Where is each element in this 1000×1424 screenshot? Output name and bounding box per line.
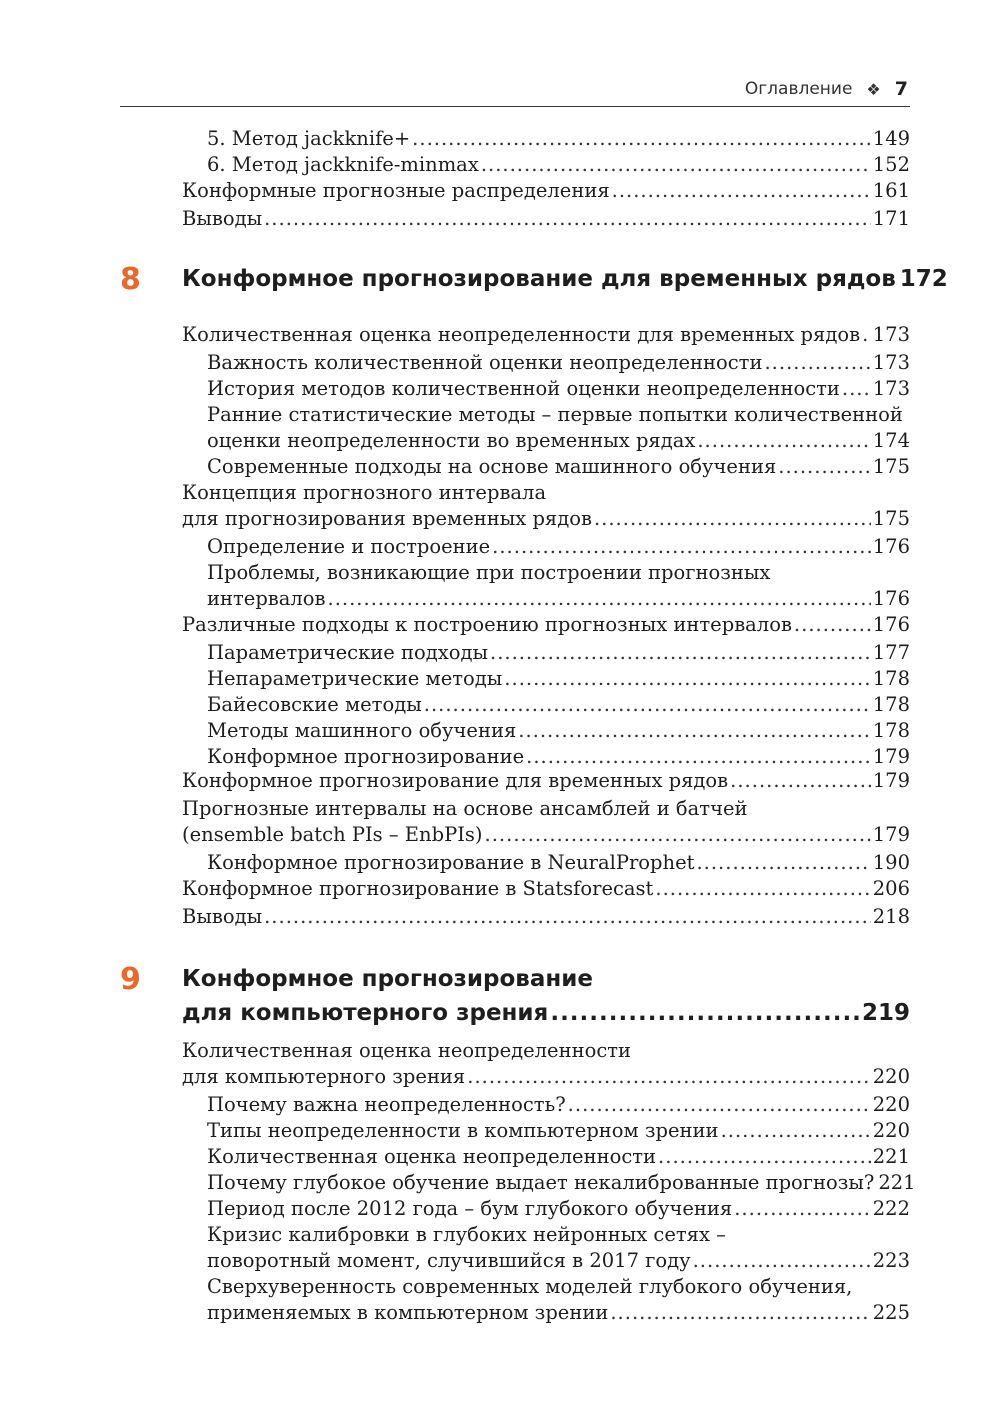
leader-dots [526,744,871,770]
toc-entry[interactable] [207,402,910,454]
toc-entry-title: Типы неопределенности в компьютерном зрении [207,1119,719,1142]
toc-entry-title: История методов количественной оценки неопределенности [207,377,840,400]
toc-entry-title: (ensemble batch PIs – EnbPIs) [182,823,483,846]
toc-entry-title: Период после 2012 года – бум глубокого обучения [207,1197,733,1220]
toc-entry[interactable] [207,850,910,876]
toc-entry-page: 176 [872,535,910,558]
leader-dots [504,666,870,692]
toc-entry[interactable] [182,480,910,532]
leader-dots [693,1248,871,1274]
toc-entry-title: Количественная оценка неопределенности [207,1145,657,1168]
toc-entry[interactable] [182,768,910,794]
toc-entry-title-line1: Кризис калибровки в глубоких нейронных сетях – [207,1223,726,1246]
toc-entry-title-line1: Сверхуверенность современных моделей глубокого обучения, [207,1275,853,1298]
toc-entry-title: Различные подходы к построению прогнозных интервалов [182,613,792,636]
toc-entry[interactable] [207,666,910,692]
toc-entry-title: Конформные прогнозные распределения [182,179,610,202]
toc-entry-page: 222 [872,1197,910,1220]
leader-dots [696,850,870,876]
chapter-title: для компьютерного зрения [182,1000,549,1026]
toc-entry-page: 149 [872,127,910,150]
toc-entry-title-line1: Количественная оценка неопределенности [182,1039,632,1062]
toc-entry-page: 220 [872,1093,910,1116]
toc-entry-title: Почему глубокое обучение выдает некалиброванные прогнозы? [207,1171,875,1194]
leader-dots [492,534,871,560]
toc-entry[interactable] [207,1222,910,1274]
toc-entry-title: 5. Метод jackknife+ [207,127,411,150]
leader-dots [730,768,871,794]
leader-dots [612,178,871,204]
page-number: 7 [894,78,908,100]
toc-entry-page: 176 [872,587,910,610]
toc-entry-title: Непараметрические методы [207,667,503,690]
toc-entry-title: Конформное прогнозирование в NeuralProphet [207,851,695,874]
toc-entry[interactable] [207,454,910,480]
leader-dots [518,718,871,744]
leader-dots [568,1092,871,1118]
toc-entry[interactable] [207,1196,910,1222]
toc-entry[interactable] [207,560,910,612]
toc-entry-title: Выводы [182,905,263,928]
toc-entry-page: 178 [872,719,910,742]
toc-entry-page: 152 [872,153,910,176]
toc-entry[interactable] [182,612,910,638]
toc-entry-page: 175 [872,507,910,530]
leader-dots [610,1300,870,1326]
toc-entry[interactable] [207,1118,910,1144]
toc-entry-page: 178 [872,667,910,690]
toc-entry[interactable] [182,1038,910,1090]
toc-entry-title: Важность количественной оценки неопределенности [207,351,763,374]
chapter-number: 9 [120,962,141,997]
toc-entry[interactable] [207,640,910,666]
leader-dots [412,126,871,152]
toc-entry-page: 179 [872,769,910,792]
toc-entry-page: 225 [872,1301,910,1324]
toc-entry-title: Конформное прогнозирование [207,745,525,768]
toc-entry-title: применяемых в компьютерном зрении [207,1301,609,1324]
running-title: Оглавление [744,79,853,99]
toc-entry[interactable] [182,206,910,232]
toc-entry-title: Конформное прогнозирование для временных рядов [182,769,729,792]
chapter-title-line1: Конформное прогнозирование [182,966,593,992]
leader-dots [264,206,871,232]
toc-entry-page: 221 [878,1171,916,1194]
leader-dots [264,904,871,930]
leader-dots [485,822,871,848]
chapter-number: 8 [120,262,141,297]
toc-entry[interactable] [182,178,910,204]
leader-dots [764,350,870,376]
toc-entry[interactable] [207,1274,910,1326]
toc-entry-title: Почему важна неопределенность? [207,1093,566,1116]
toc-entry-page: 220 [872,1065,910,1088]
toc-entry-title: Байесовские методы [207,693,422,716]
toc-entry-title: для прогнозирования временных рядов [182,507,592,530]
chapter-title: Конформное прогнозирование для временных рядов [182,266,896,292]
leader-dots [467,1064,871,1090]
leader-dots [490,640,871,666]
chapter-page: 219 [861,1000,910,1026]
toc-entry-title: Количественная оценка неопределенности для временных рядов [182,323,861,346]
toc-entry-page: 176 [872,613,910,636]
leader-dots [594,506,871,532]
toc-entry-page: 173 [872,377,910,400]
toc-entry-page: 177 [872,641,910,664]
toc-entry-title: Выводы [182,207,263,230]
toc-entry[interactable] [207,744,910,770]
toc-entry[interactable] [207,126,910,152]
toc-entry-title: оценки неопределенности во временных рядах [207,429,696,452]
toc-entry-title: Конформное прогнозирование в Statsforecast [182,877,654,900]
leader-dots [658,1144,871,1170]
leader-dots [862,322,871,348]
toc-entry-page: 175 [872,455,910,478]
leader-dots [778,454,871,480]
toc-entry-page: 218 [872,905,910,928]
leader-dots [794,612,871,638]
toc-entry[interactable] [207,1170,916,1196]
toc-entry[interactable] [182,796,910,848]
toc-entry[interactable] [207,376,910,402]
leader-dots [550,996,860,1030]
toc-entry-page: 220 [872,1119,910,1142]
toc-entry-title: Параметрические подходы [207,641,488,664]
toc-entry-page: 206 [872,877,910,900]
toc-entry-title: для компьютерного зрения [182,1065,466,1088]
toc-entry-title: Определение и построение [207,535,491,558]
leader-dots [424,692,871,718]
ornament-icon: ❖ [866,79,881,99]
toc-entry[interactable] [182,322,910,348]
toc-entry-title: Современные подходы на основе машинного обучения [207,455,777,478]
leader-dots [842,376,871,402]
toc-entry-page: 161 [872,179,910,202]
toc-entry-title-line1: Ранние статистические методы – первые попытки количественной [207,403,903,426]
toc-entry-title-line1: Проблемы, возникающие при построении прогнозных [207,561,771,584]
toc-entry-title-line1: Концепция прогнозного интервала [182,481,547,504]
toc-entry[interactable] [207,152,910,178]
toc-entry-page: 223 [872,1249,910,1272]
toc-entry[interactable] [182,876,910,902]
toc-entry-page: 174 [872,429,910,452]
toc-entry-title: интервалов [207,587,326,610]
toc-entry-page: 221 [872,1145,910,1168]
toc-entry-title: поворотный момент, случившийся в 2017 году [207,1249,691,1272]
toc-entry[interactable] [207,534,910,560]
toc-entry[interactable] [207,1144,910,1170]
leader-dots [697,428,870,454]
toc-entry[interactable] [207,350,910,376]
toc-entry[interactable] [182,904,910,930]
toc-entry-page: 190 [872,851,910,874]
toc-entry-page: 173 [872,323,910,346]
chapter-page: 172 [899,266,948,292]
leader-dots [481,152,871,178]
leader-dots [655,876,870,902]
toc-entry-title-line1: Прогнозные интервалы на основе ансамблей и батчей [182,797,748,820]
leader-dots [721,1118,871,1144]
toc-entry-page: 178 [872,693,910,716]
leader-dots [328,586,871,612]
toc-entry-title: 6. Метод jackknife-minmax [207,153,479,176]
toc-entry-page: 179 [872,823,910,846]
leader-dots [734,1196,871,1222]
toc-entry[interactable] [207,718,910,744]
toc-entry-page: 171 [872,207,910,230]
toc-entry-page: 173 [872,351,910,374]
toc-entry[interactable] [207,1092,910,1118]
toc-entry-page: 179 [872,745,910,768]
toc-entry[interactable] [207,692,910,718]
toc-entry-title: Методы машинного обучения [207,719,517,742]
